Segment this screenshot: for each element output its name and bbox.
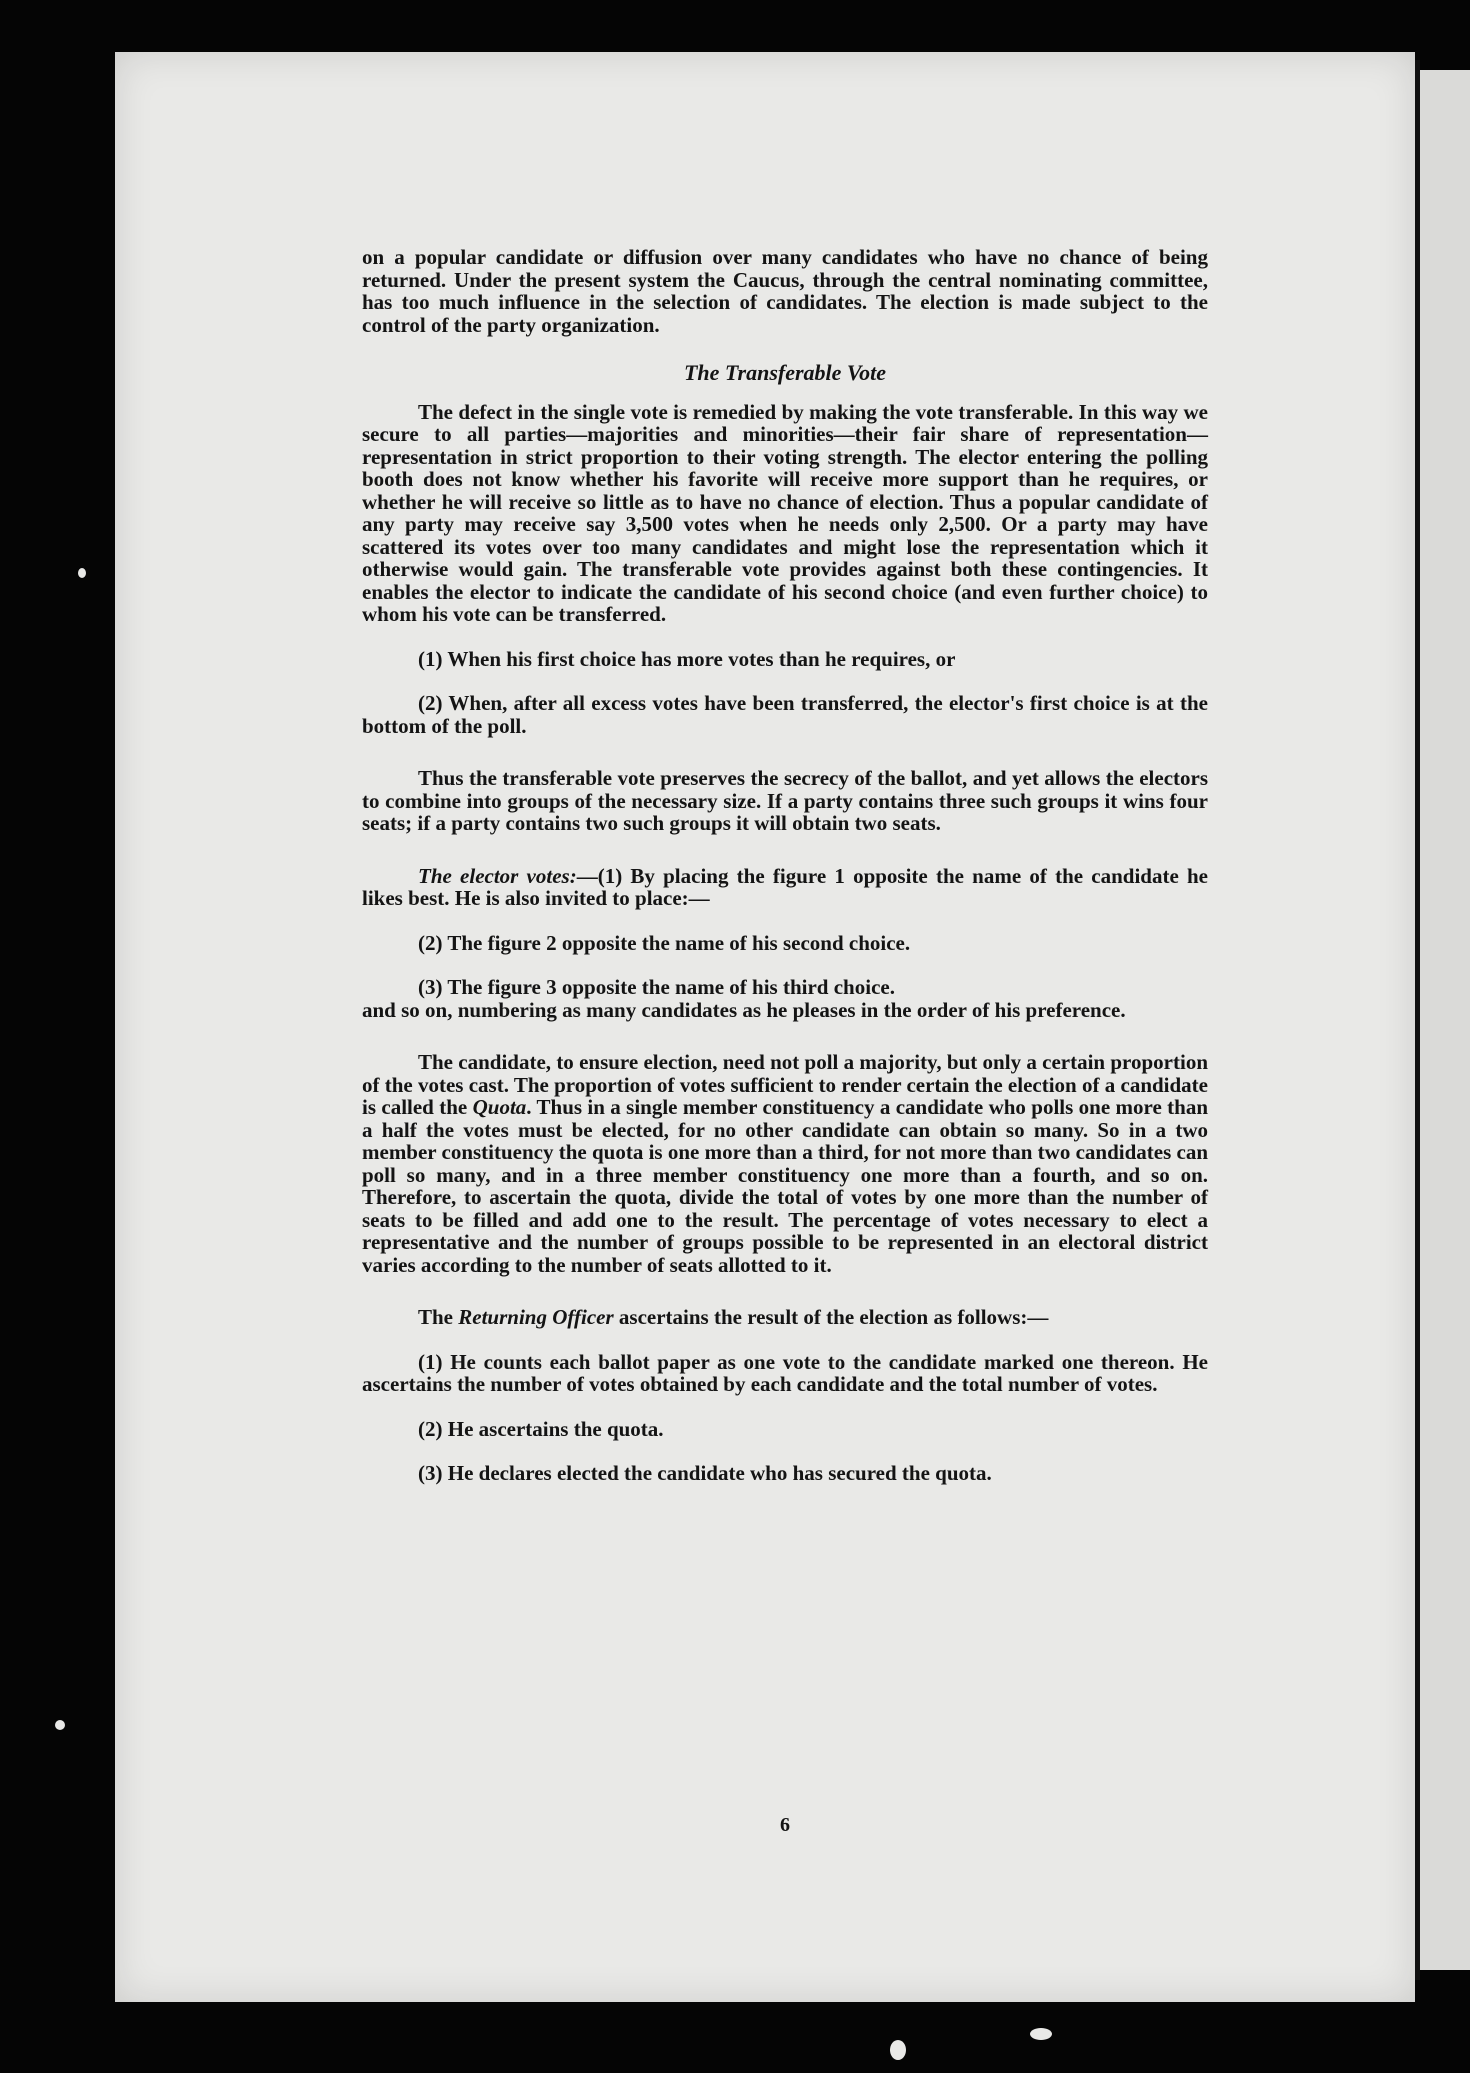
paragraph-elector-votes	[362, 865, 1208, 910]
quota-emphasis: Quota	[472, 1095, 527, 1119]
paragraph-caucus: on a popular candidate or diffusion over many candidates who have no chance of being returned. Under the present system the Caucus, through the central nominating committee, has too much influence in the selection of candidates. The election is made subject to the control of the party organization.	[362, 245, 1208, 337]
elector-votes-text: —(1) By placing the figure 1 opposite the name of the candidate he likes best. He is also invited to place:—	[362, 863, 1208, 910]
quota-text-b: . Thus in a single member constituency a candidate who polls one more than a half the votes must be elected, for no other candidate can obtain so many. So in a two member constituency the quota is one more than a third, for not more than two candidates can poll so many, and in a three member constituency one more than a fourth, and so on. Therefore, to ascertain the quota, divide the total of votes by one more than the number of seats to be filled and add one to the result. The percentage of votes necessary to elect a representative and the number of groups possible to be represented in an electoral district varies according to the number of seats allotted to it.	[362, 1095, 1209, 1277]
returning-text-a: The	[418, 1305, 459, 1329]
officer-step-2: (2) He ascertains the quota.	[418, 1416, 664, 1441]
vote-instruction-continuation: and so on, numbering as many candidates as he pleases in the order of his preference.	[362, 997, 1126, 1022]
returning-text-b: ascertains the result of the election as follows:—	[613, 1305, 1049, 1329]
scan-speck	[55, 1720, 65, 1730]
page-number: 6	[780, 1814, 790, 1836]
paragraph-secrecy: Thus the transferable vote preserves the secrecy of the ballot, and yet allows the electors to combine into groups of the necessary size. If a party contains three such groups it wins four seats; if a party contains two such groups it will obtain two seats.	[362, 766, 1208, 835]
officer-step-1: (1) He counts each ballot paper as one vote to the candidate marked one thereon. He ascertains the number of votes obtained by each candidate and the total number of votes.	[362, 1349, 1208, 1396]
officer-step-3: (3) He declares elected the candidate who has secured the quota.	[418, 1461, 992, 1485]
scan-speck	[78, 568, 86, 578]
quota-text-a: The candidate, to ensure election, need not poll a majority, but only a certain proportion of the votes cast. The proportion of votes sufficient to render certain the election of a candidate is called the	[362, 1050, 1208, 1119]
vote-instruction-2: (2) The figure 2 opposite the name of his second choice.	[418, 930, 911, 955]
scan-speck	[1030, 2028, 1052, 2040]
paragraph-transferable-vote: The defect in the single vote is remedied by making the vote transferable. In this way we secure to all parties—majorities and minorities—their fair share of representation—representation in strict proportion to their voting strength. The elector entering the polling booth does not know whether his favorite will receive more support than he requires, or whether he will receive so little as to have no chance of election. Thus a popular candidate of any party may receive say 3,500 votes when he needs only 2,500. Or a party may have scattered its votes over too many candidates and might lose the representation which it otherwise would gain. The transferable vote provides against both these contingencies. It enables the elector to indicate the candidate of his second choice (and even further choice) to whom his vote can be transferred.	[362, 399, 1208, 626]
condition-1: (1) When his first choice has more votes than he requires, or	[418, 646, 956, 671]
page-text	[362, 245, 1209, 1836]
vote-instruction-3: (3) The figure 3 opposite the name of his third choice.	[418, 975, 895, 999]
paragraph-returning-officer	[362, 1306, 1208, 1329]
returning-officer-emphasis: Returning Officer	[458, 1305, 614, 1329]
paragraph-quota	[362, 1051, 1208, 1276]
condition-2: (2) When, after all excess votes have been transferred, the elector's first choice is at the bottom of the poll.	[362, 691, 1208, 738]
elector-votes-emphasis: The elector votes:	[418, 863, 577, 888]
scan-speck	[890, 2040, 906, 2060]
section-heading: The Transferable Vote	[683, 360, 887, 385]
adjacent-page-edge	[1418, 70, 1470, 1970]
